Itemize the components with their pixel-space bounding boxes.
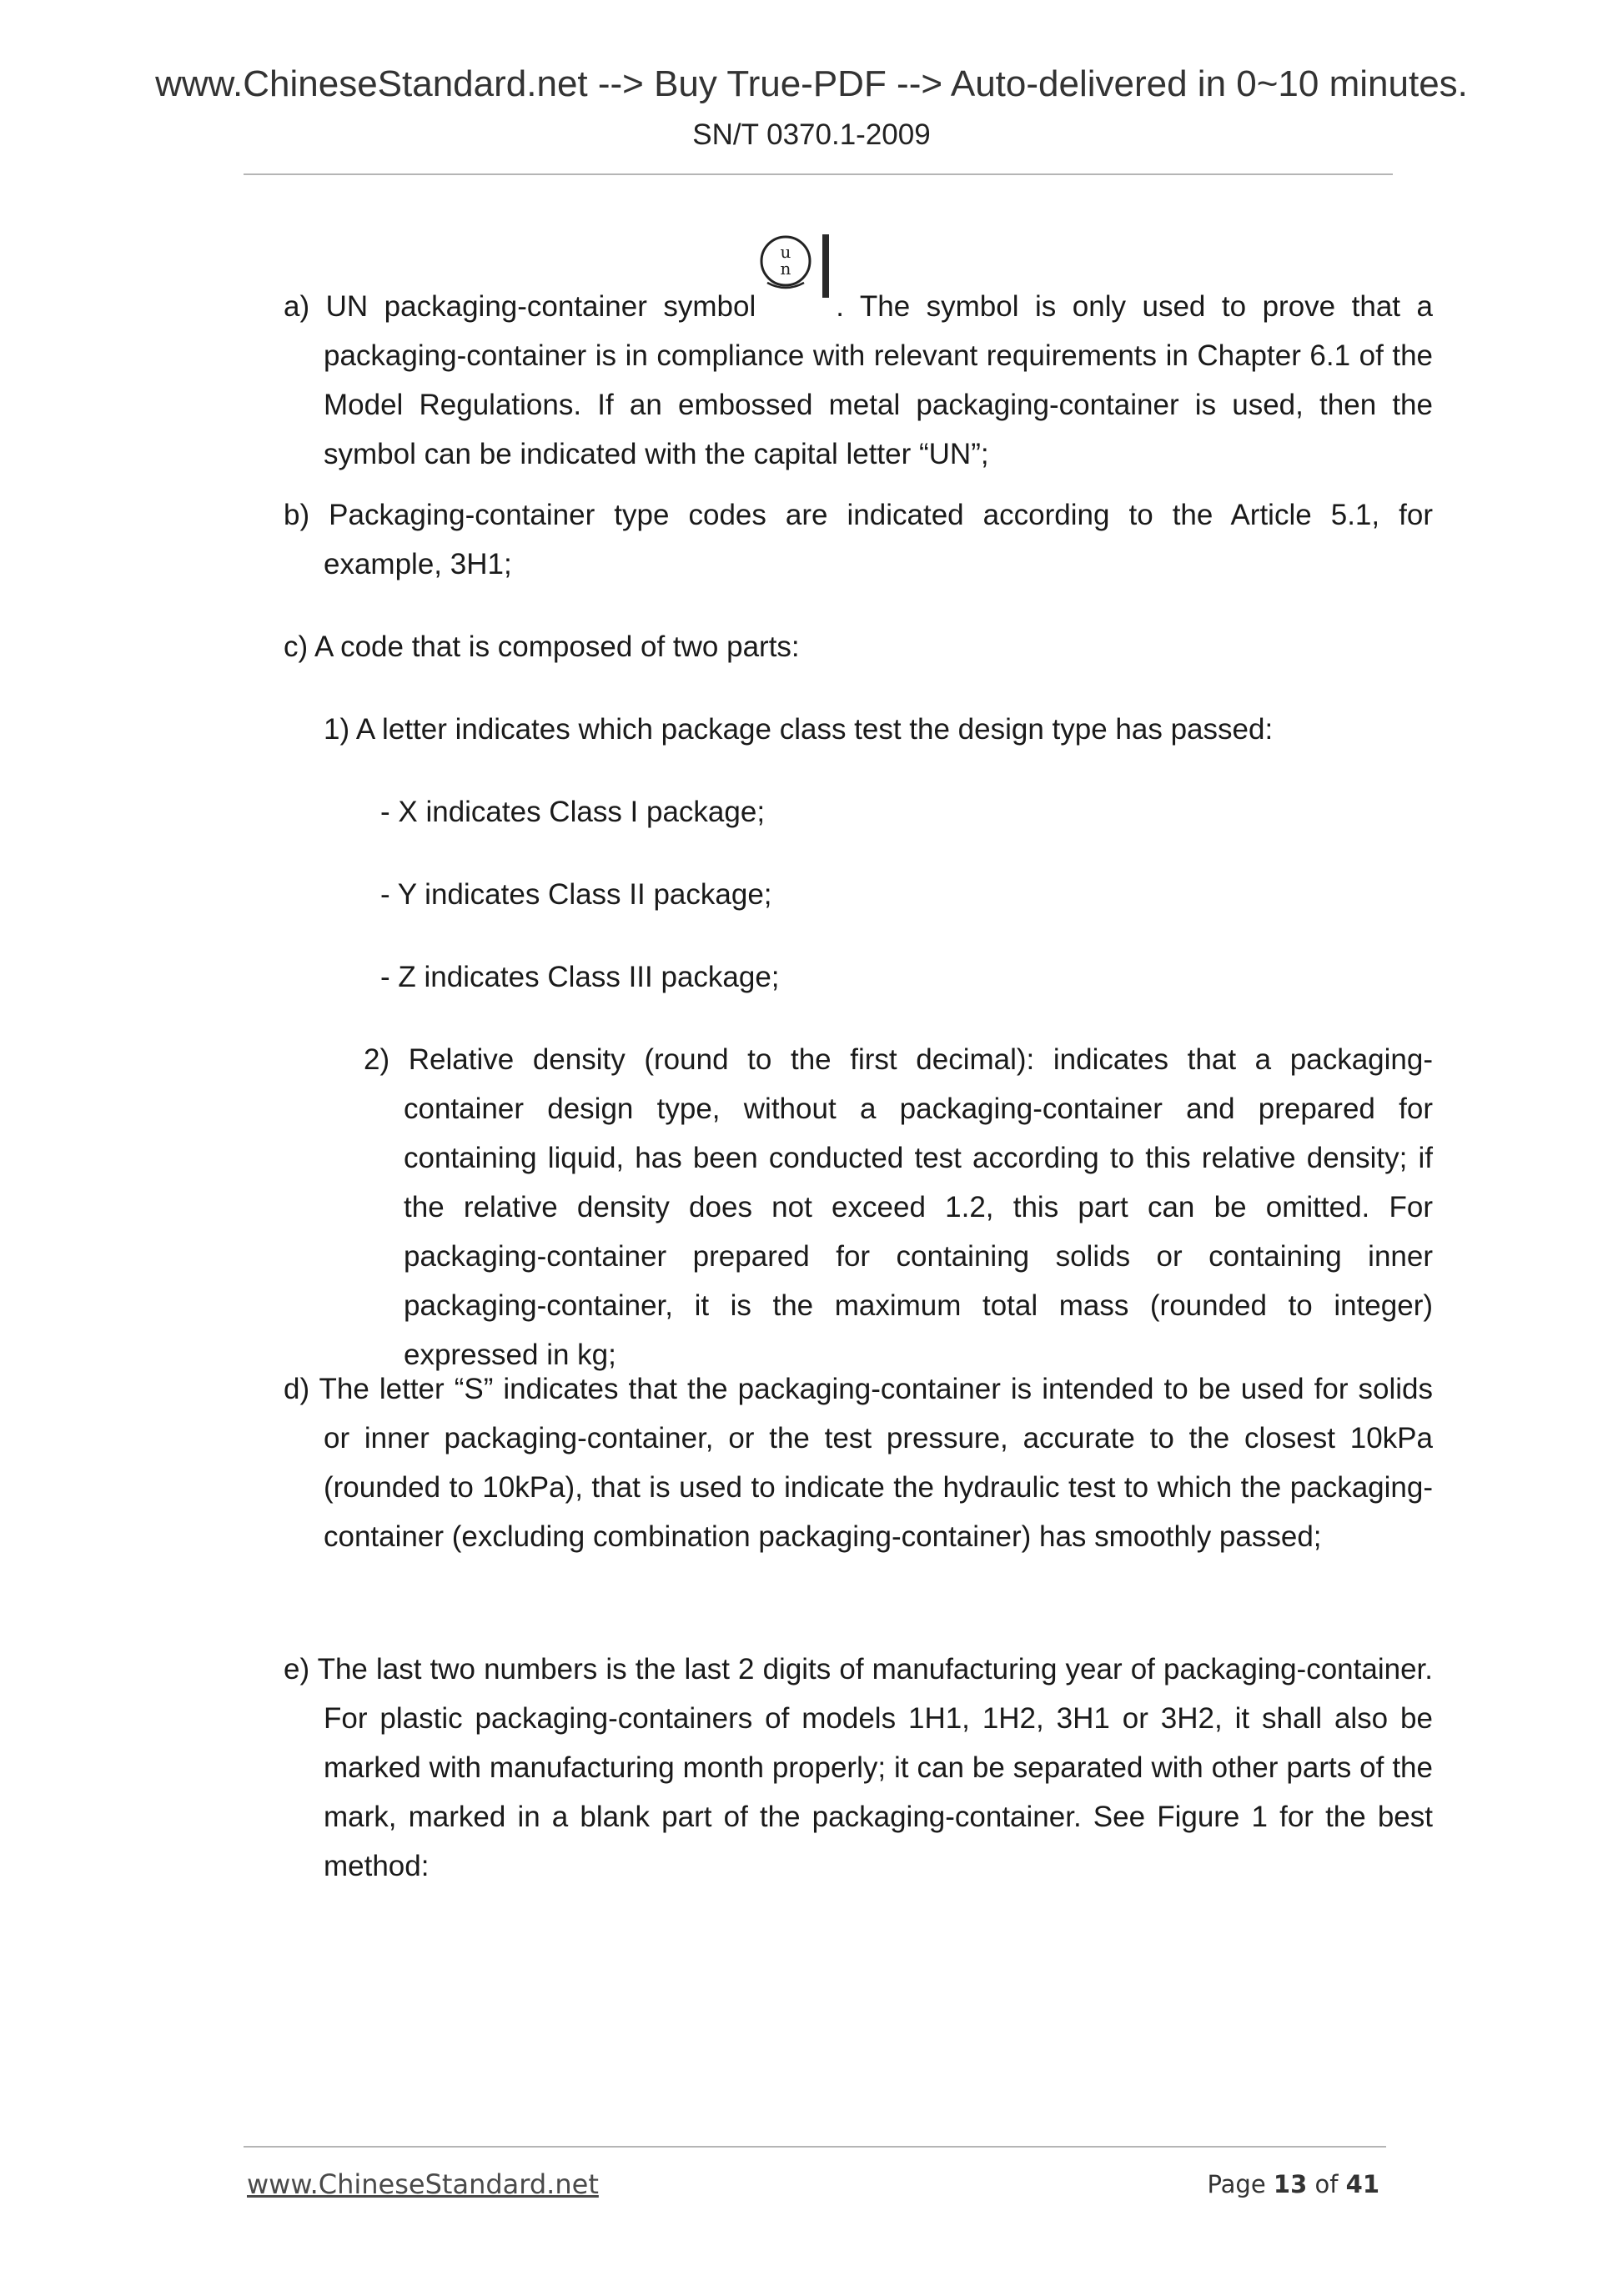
page-current: 13: [1273, 2170, 1308, 2198]
item-b: b) Packaging-container type codes are indicated according to the Article 5.1, for example, 3H1;: [284, 499, 1433, 580]
item-d: d) The letter “S” indicates that the packaging-container is intended to be used for solids or inner packaging-container, or the test pressure, accurate to the closest 10kPa (rounded to 10kPa), that is used to indicate the hydraulic test to which the packaging-container (excluding combination packaging-container) has smoothly passed;: [284, 1373, 1433, 1553]
standard-code: SN/T 0370.1-2009: [692, 118, 931, 151]
page-number: [1207, 2170, 1379, 2198]
item-c1: 1) A letter indicates which package class test the design type has passed:: [324, 713, 1274, 746]
page-label: Page: [1207, 2170, 1266, 2198]
item-a-lead: a) UN packaging-container symbol: [284, 290, 756, 323]
item-e: e) The last two numbers is the last 2 digits of manufacturing year of packaging-container. For plastic packaging-containers of models 1H1, 1H2, 3H1 or 3H2, it shall also be marked with manufacturing month properly; it can be separated with other parts of the mark, marked in a blank part of the packaging-container. See Figure 1 for the best method:: [284, 1653, 1433, 1882]
item-c: c) A code that is composed of two parts:: [284, 631, 800, 663]
item-c2: 2) Relative density (round to the first decimal): indicates that a packaging-container design type, without a packaging-container and prepared for containing liquid, has been conducted test according to this relative density; if the relative density does not exceed 1.2, this part can be omitted. For packaging-container prepared for containing solids or containing inner packaging-container, it is the maximum total mass (rounded to integer) expressed in kg;: [364, 1043, 1433, 1371]
footer-site-link[interactable]: www.ChineseStandard.net: [247, 2168, 599, 2200]
page-of: of: [1314, 2170, 1339, 2198]
item-a: [284, 242, 1433, 479]
item-c1-x: - X indicates Class I package;: [380, 796, 766, 828]
top-banner: www.ChineseStandard.net --> Buy True-PDF --> Auto-delivered in 0~10 minutes.: [155, 63, 1468, 104]
item-c1-y: - Y indicates Class II package;: [380, 878, 772, 911]
page-total: 41: [1345, 2170, 1379, 2198]
item-c1-z: - Z indicates Class III package;: [380, 961, 780, 993]
un-packaging-symbol-icon: [756, 242, 836, 326]
header-divider: [244, 173, 1393, 175]
item-a-text: . The symbol is only used to prove that a packaging-container is in compliance with relevant requirements in Chapter 6.1 of the Model Regulations. If an embossed metal packaging-container is used, then the symbol can be indicated with the capital letter “UN”;: [324, 290, 1433, 470]
un-symbol-bottom-letter: n: [780, 259, 791, 279]
un-symbol-top-letter: u: [780, 242, 791, 262]
footer-divider: [244, 2146, 1386, 2148]
